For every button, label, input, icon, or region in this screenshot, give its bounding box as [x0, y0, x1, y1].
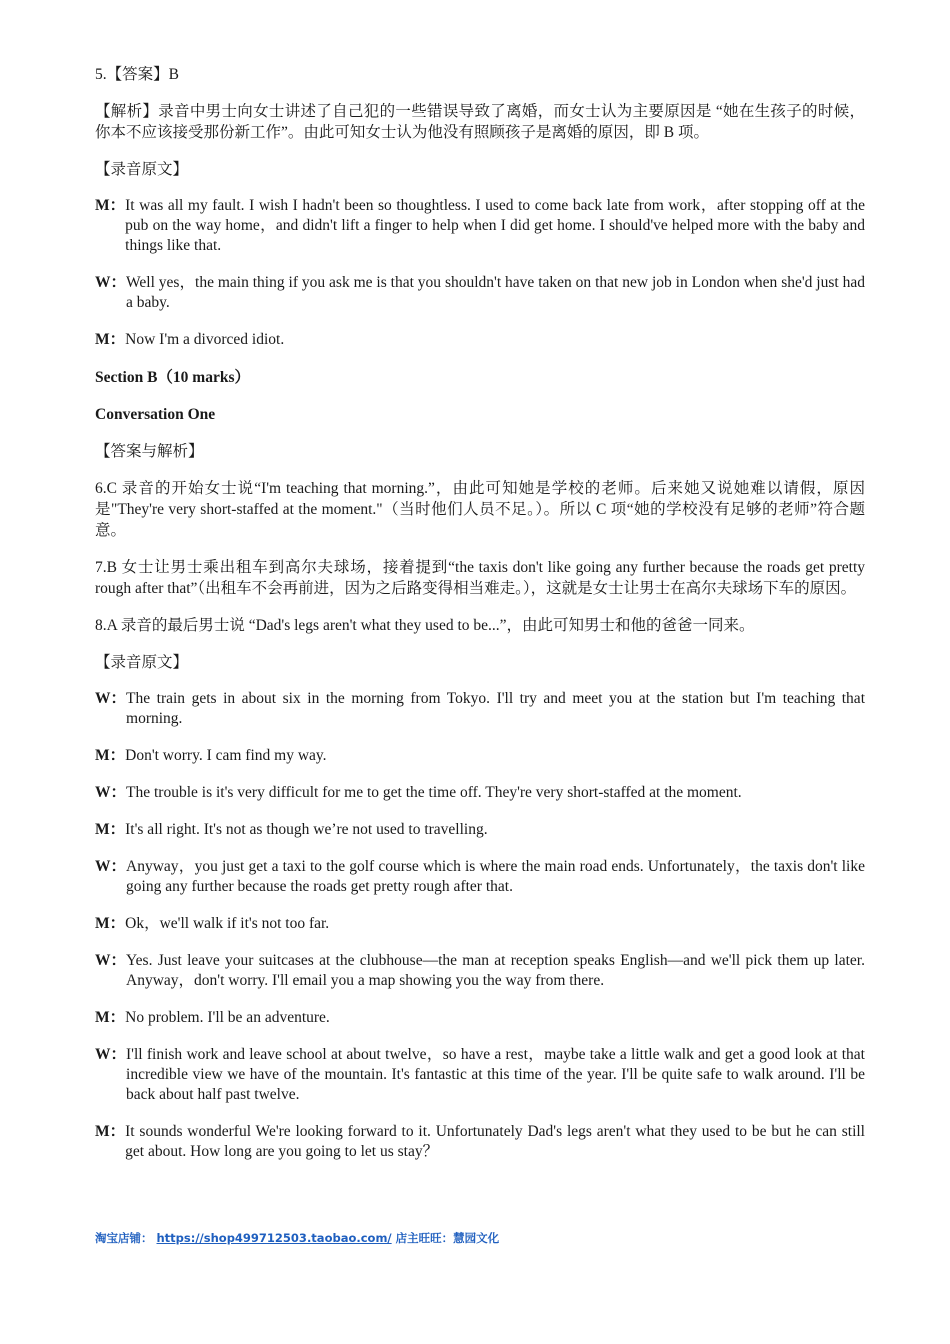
page-footer [95, 1230, 503, 1246]
speaker-label: M： [95, 821, 126, 838]
dialogue-line [95, 1045, 865, 1105]
answers-heading: 【答案与解析】 [95, 443, 204, 460]
speaker-label: W： [95, 274, 127, 291]
dialogue-text: Yes. Just leave your suitcases at the clubhouse—the man at reception speaks English—and we'll pick them up later. Anyway，don't worry. I'll email you a map showing you the way from there. [126, 952, 865, 989]
q5-transcript-heading: 【录音原文】 [95, 161, 189, 178]
dialogue-text: The train gets in about six in the morning from Tokyo. I'll try and meet you at the station but I'm teaching that morning. [126, 690, 865, 727]
section-heading: Section B（10 marks） [95, 369, 251, 386]
dialogue-text: Anyway，you just get a taxi to the golf course which is where the main road ends. Unfortunately，the taxis don't like going any further because the roads get pretty rough after that. [126, 858, 865, 895]
dialogue-text: Well yes，the main thing if you ask me is that you shouldn't have taken on that new job in London when she'd just had a baby. [126, 274, 865, 311]
dialogue-line [95, 914, 865, 934]
answer-item: 8.A 录音的最后男士说 “Dad's legs aren't what they used to be...”，由此可知男士和他的爸爸一同来。 [95, 617, 755, 634]
dialogue-line [95, 1008, 865, 1028]
dialogue-line [95, 951, 865, 991]
speaker-label: W： [95, 952, 127, 969]
footer-shop-label: 淘宝店铺： [95, 1231, 153, 1245]
speaker-label: M： [95, 331, 126, 348]
transcript-heading: 【录音原文】 [95, 654, 189, 671]
answer-item: 7.B 女士让男士乘出租车到高尔夫球场，接着提到“the taxis don't like going any further because the roads get pretty rough after that”（出租车不会再前进，因为之后路变得相当难走。），这就是女士让男士在高尔夫球场下车的原因。 [95, 559, 865, 597]
dialogue-line [95, 746, 865, 766]
dialogue-text: Now I'm a divorced idiot. [125, 331, 285, 348]
speaker-label: M： [95, 197, 126, 214]
speaker-label: M： [95, 747, 126, 764]
dialogue-line [95, 783, 865, 803]
dialogue-text: Don't worry. I cam find my way. [125, 747, 327, 764]
dialogue-line [95, 857, 865, 897]
shop-link[interactable]: https://shop499712503.taobao.com/ [156, 1231, 392, 1245]
dialogue-line [95, 1122, 865, 1162]
speaker-label: M： [95, 1009, 126, 1026]
speaker-label: M： [95, 1123, 126, 1140]
dialogue-text: It was all my fault. I wish I hadn't been so thoughtless. I used to come back late from work，after stopping off at the pub on the way home，and didn't lift a finger to help when I did get home. I should've helped more with the baby and things like that. [125, 197, 865, 254]
dialogue-line [95, 689, 865, 729]
speaker-label: W： [95, 1046, 127, 1063]
dialogue-line [95, 273, 865, 313]
q5-analysis: 【解析】录音中男士向女士讲述了自己犯的一些错误导致了离婚，而女士认为主要原因是 “她在生孩子的时候，你本不应该接受那份新工作”。由此可知女士认为他没有照顾孩子是离婚的原因，即 B 项。 [95, 103, 865, 141]
speaker-label: W： [95, 784, 127, 801]
dialogue-text: The trouble is it's very difficult for me to get the time off. They're very short-staffed at the moment. [126, 784, 742, 801]
dialogue-line [95, 196, 865, 256]
dialogue-text: No problem. I'll be an adventure. [125, 1009, 330, 1026]
dialogue-line [95, 820, 865, 840]
dialogue-text: Ok，we'll walk if it's not too far. [125, 915, 330, 932]
conversation-title: Conversation One [95, 406, 216, 423]
dialogue-text: It's all right. It's not as though we’re not used to travelling. [125, 821, 488, 838]
document-body [95, 64, 865, 1179]
speaker-label: W： [95, 858, 127, 875]
dialogue-text: I'll finish work and leave school at about twelve，so have a rest，maybe take a little walk and get a good look at that incredible view we have of the mountain. It's fantastic at this time of the year. I'll be quite safe to walk around. I'll be back about half past twelve. [126, 1046, 865, 1103]
footer-owner-label: 店主旺旺：慧园文化 [395, 1231, 500, 1245]
q5-answer: 5.【答案】B [95, 66, 179, 83]
speaker-label: M： [95, 915, 126, 932]
dialogue-text: It sounds wonderful We're looking forward to it. Unfortunately Dad's legs aren't what they used to be but he can still get about. How long are you going to let us stay？ [125, 1123, 865, 1160]
speaker-label: W： [95, 690, 127, 707]
answer-item: 6.C 录音的开始女士说“I'm teaching that morning.”，由此可知她是学校的老师。后来她又说她难以请假，原因是"They're very short-staffed at the moment."（当时他们人员不足。）。所以 C 项“她的学校没有足够的老师”符合题意。 [95, 480, 865, 539]
dialogue-line [95, 330, 865, 350]
